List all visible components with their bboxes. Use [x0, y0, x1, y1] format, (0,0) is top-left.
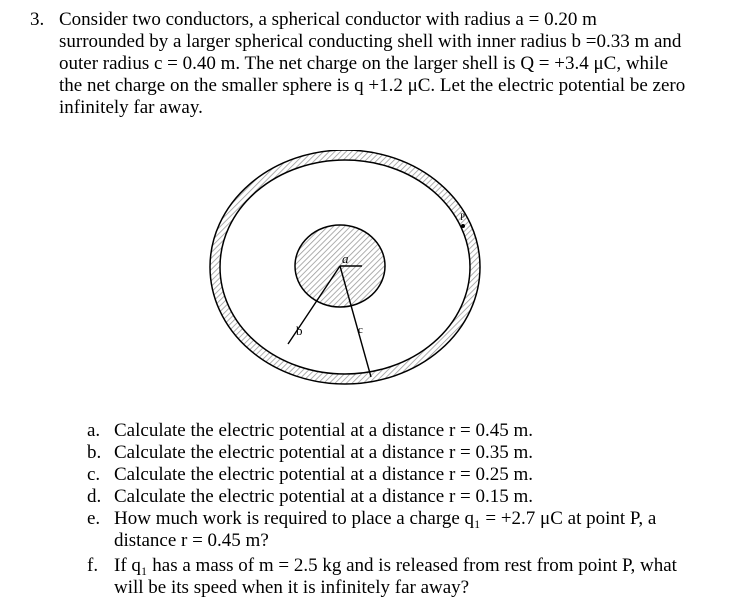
question-text: will be its speed when it is infinitely far away? [114, 577, 470, 598]
question-item [87, 442, 727, 464]
problem-line: infinitely far away. [59, 97, 203, 118]
question-label: d. [87, 486, 102, 507]
question-text: distance r = 0.45 m? [114, 530, 269, 551]
question-text: Calculate the electric potential at a distance r = 0.25 m. [114, 464, 534, 485]
problem-line: Consider two conductors, a spherical conductor with radius a = 0.20 m [59, 9, 597, 30]
problem-statement [59, 9, 729, 119]
problem-line: surrounded by a larger spherical conducting shell with inner radius b =0.33 m and [59, 31, 682, 52]
label-c: c [358, 324, 363, 336]
question-label: e. [87, 508, 101, 529]
problem-number: 3. [30, 9, 45, 30]
question-label: a. [87, 420, 101, 441]
label-b: b [296, 323, 303, 338]
question-text: Calculate the electric potential at a distance r = 0.45 m. [114, 420, 534, 441]
label-a: a [342, 251, 349, 266]
question-label: f. [87, 555, 99, 576]
problem-line: the net charge on the smaller sphere is q +1.2 μC. Let the electric potential be zero [59, 75, 686, 96]
question-text: If q₁ has a mass of m = 2.5 kg and is released from rest from point P, what [114, 555, 677, 576]
question-label: b. [87, 442, 102, 463]
question-list [87, 420, 727, 599]
question-text: Calculate the electric potential at a distance r = 0.15 m. [114, 486, 534, 507]
question-item [87, 486, 727, 508]
conductor-diagram [200, 150, 500, 410]
point-p [461, 224, 465, 228]
question-text: How much work is required to place a charge q₁ = +2.7 μC at point P, a [114, 508, 657, 529]
question-item [87, 464, 727, 486]
question-text: Calculate the electric potential at a distance r = 0.35 m. [114, 442, 534, 463]
conductor-diagram-svg [200, 150, 500, 410]
label-p: P [460, 212, 466, 222]
question-item [87, 508, 727, 552]
question-item [87, 555, 727, 599]
question-item [87, 420, 727, 442]
problem-line: outer radius c = 0.40 m. The net charge on the larger shell is Q = +3.4 μC, while [59, 53, 669, 74]
question-label: c. [87, 464, 101, 485]
